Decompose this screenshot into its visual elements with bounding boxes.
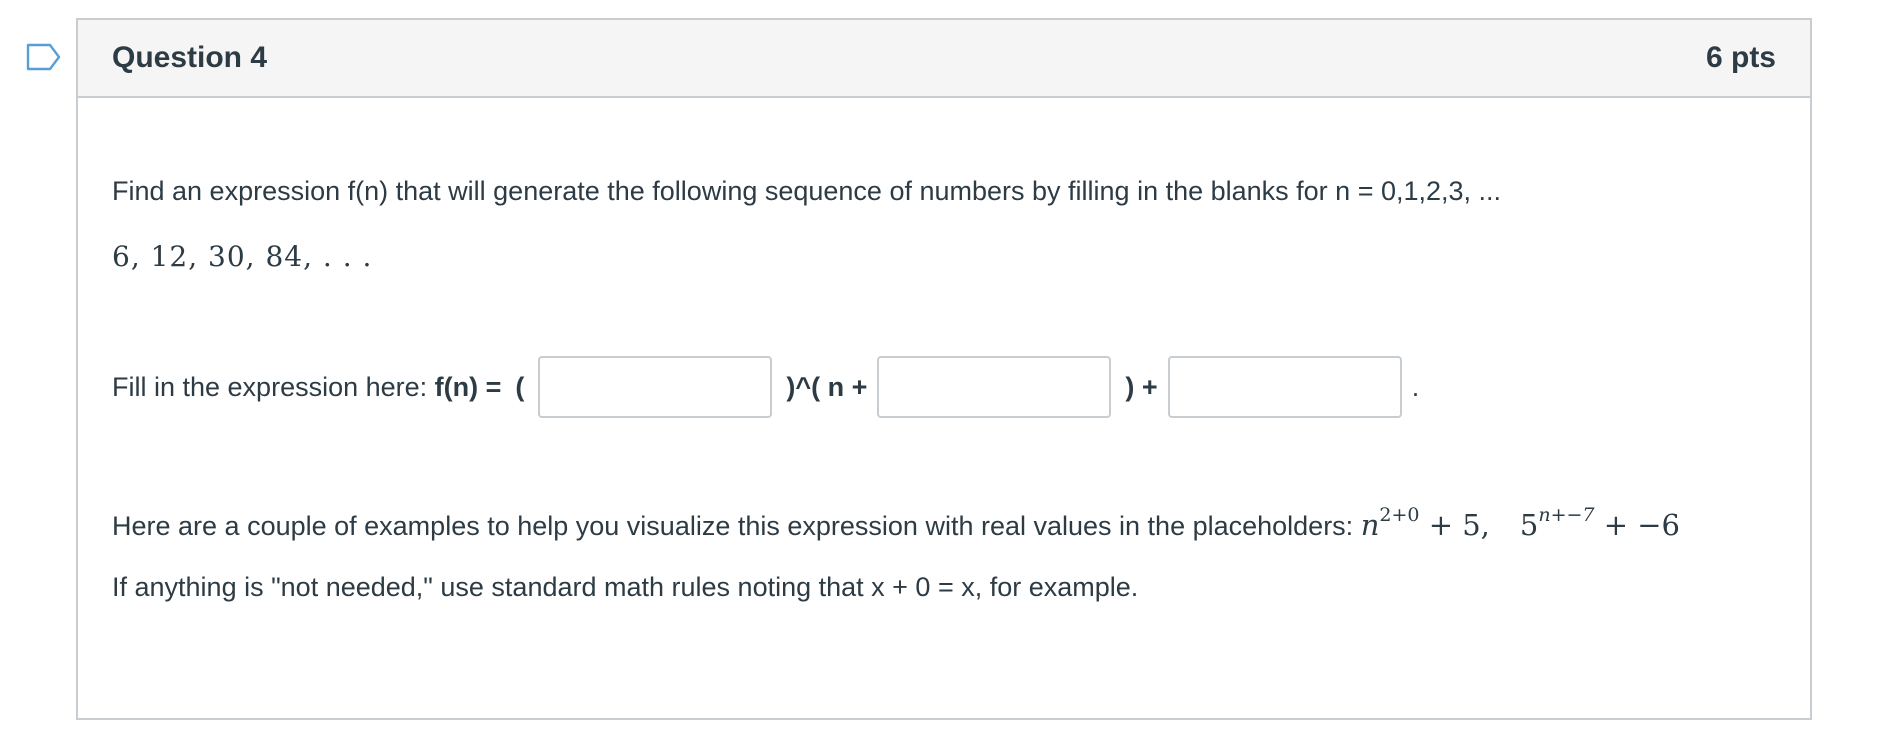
fill-in-expression-row <box>112 354 1419 420</box>
exponent-open-label: )^( n + <box>786 371 868 402</box>
question-title: Question 4 <box>112 41 268 74</box>
question-instruction: Find an expression f(n) that will generate the following sequence of numbers by filling in the blanks for n = 0,1,2,3, ... <box>112 176 1502 206</box>
example-1-math <box>1360 504 1490 542</box>
examples-text: Here are a couple of examples to help you visualize this expression with real values in the placeholders: <box>112 511 1361 541</box>
example-1-tail: + 5, <box>1428 508 1490 542</box>
example-2-exponent-text: n+−7 <box>1538 504 1595 526</box>
example-2-exponent <box>1538 504 1594 526</box>
plus-label: ) + <box>1125 371 1158 402</box>
example-1-base: n <box>1360 508 1380 542</box>
example-2-tail: + −6 <box>1603 508 1681 542</box>
example-2-base: 5 <box>1519 508 1539 542</box>
question-header <box>78 20 1810 98</box>
function-label: f(n) = <box>434 371 502 402</box>
constant-blank-input[interactable] <box>1168 356 1402 418</box>
period-label: . <box>1411 371 1420 402</box>
fill-prefix-label: Fill in the expression here: <box>112 371 435 402</box>
question-points: 6 pts <box>1705 41 1776 74</box>
base-blank-input[interactable] <box>538 356 772 418</box>
exponent-offset-blank-input[interactable] <box>877 356 1111 418</box>
examples-line <box>112 504 1681 542</box>
question-card <box>76 18 1812 720</box>
number-sequence: 6, 12, 30, 84, . . . <box>112 240 373 273</box>
note-text: If anything is "not needed," use standard math rules noting that x + 0 = x, for example. <box>112 572 1139 602</box>
open-paren: ( <box>515 371 525 402</box>
example-2-math <box>1519 504 1681 542</box>
example-1-exponent: 2+0 <box>1379 504 1420 526</box>
flag-question-icon[interactable] <box>26 43 62 71</box>
